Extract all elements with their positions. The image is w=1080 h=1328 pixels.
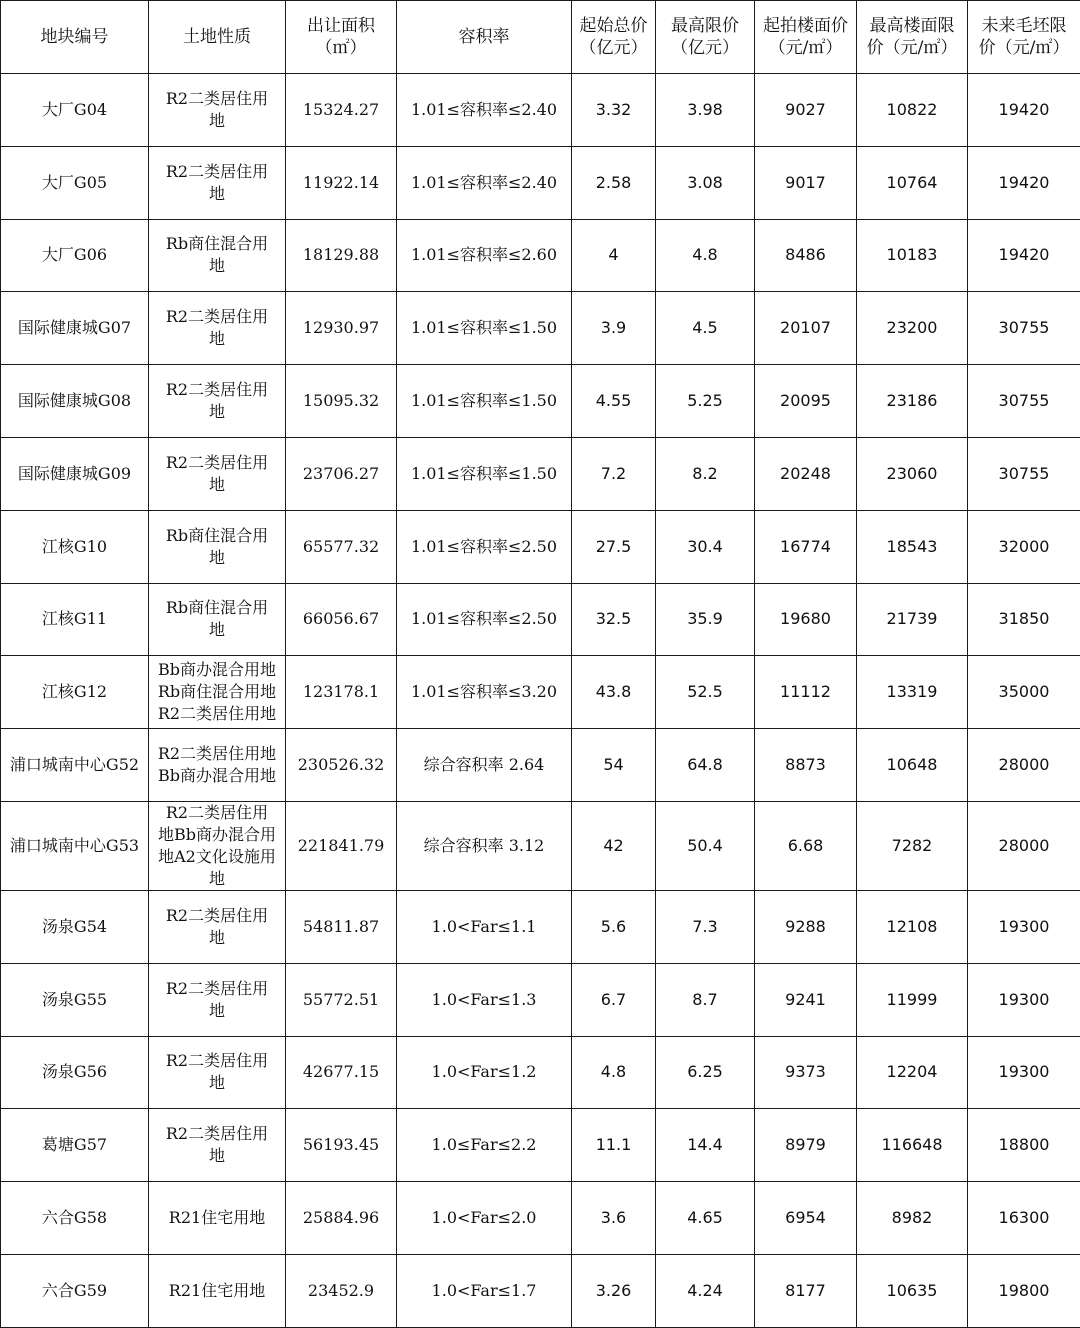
max-price-cell: 8.2 <box>656 437 755 510</box>
header-cell: 土地性质 <box>149 1 286 74</box>
far-cell: 1.01≤容积率≤2.40 <box>397 146 572 219</box>
far-cell: 1.01≤容积率≤1.50 <box>397 292 572 365</box>
far-cell: 1.01≤容积率≤2.60 <box>397 219 572 292</box>
area-cell: 55772.51 <box>286 963 397 1036</box>
max-price-cell: 4.24 <box>656 1254 755 1327</box>
land-use-cell: R2二类居住用 地 <box>149 1109 286 1182</box>
start-price-cell: 2.58 <box>572 146 656 219</box>
max-floor-price-cell: 10822 <box>857 74 968 147</box>
parcel-id-cell: 江核G12 <box>1 656 149 729</box>
max-floor-price-cell: 23200 <box>857 292 968 365</box>
start-floor-price-cell: 8177 <box>755 1254 857 1327</box>
future-price-cell: 16300 <box>968 1182 1080 1255</box>
start-floor-price-cell: 20095 <box>755 365 857 438</box>
start-floor-price-cell: 6954 <box>755 1182 857 1255</box>
area-cell: 42677.15 <box>286 1036 397 1109</box>
parcel-id-cell: 江核G10 <box>1 510 149 583</box>
max-floor-price-cell: 116648 <box>857 1109 968 1182</box>
start-floor-price-cell: 9017 <box>755 146 857 219</box>
far-cell: 1.0<Far≤1.7 <box>397 1254 572 1327</box>
max-price-cell: 6.25 <box>656 1036 755 1109</box>
table-row <box>1 583 1080 656</box>
parcel-id-cell: 浦口城南中心G52 <box>1 729 149 802</box>
start-floor-price-cell: 9373 <box>755 1036 857 1109</box>
start-price-cell: 6.7 <box>572 963 656 1036</box>
max-floor-price-cell: 21739 <box>857 583 968 656</box>
future-price-cell: 28000 <box>968 729 1080 802</box>
start-price-cell: 3.6 <box>572 1182 656 1255</box>
parcel-id-cell: 汤泉G55 <box>1 963 149 1036</box>
future-price-cell: 31850 <box>968 583 1080 656</box>
table-row <box>1 801 1080 890</box>
table-row <box>1 1182 1080 1255</box>
future-price-cell: 19420 <box>968 146 1080 219</box>
area-cell: 12930.97 <box>286 292 397 365</box>
start-price-cell: 7.2 <box>572 437 656 510</box>
header-cell: 起始总价 （亿元） <box>572 1 656 74</box>
start-floor-price-cell: 9241 <box>755 963 857 1036</box>
far-cell: 1.0≤Far≤2.2 <box>397 1109 572 1182</box>
land-use-cell: R21住宅用地 <box>149 1182 286 1255</box>
max-price-cell: 30.4 <box>656 510 755 583</box>
start-price-cell: 42 <box>572 801 656 890</box>
max-floor-price-cell: 10764 <box>857 146 968 219</box>
start-floor-price-cell: 16774 <box>755 510 857 583</box>
max-price-cell: 3.08 <box>656 146 755 219</box>
max-floor-price-cell: 13319 <box>857 656 968 729</box>
max-floor-price-cell: 11999 <box>857 963 968 1036</box>
land-use-cell: R2二类居住用 地 <box>149 146 286 219</box>
area-cell: 221841.79 <box>286 801 397 890</box>
max-floor-price-cell: 23186 <box>857 365 968 438</box>
far-cell: 1.0<Far≤2.0 <box>397 1182 572 1255</box>
max-floor-price-cell: 10183 <box>857 219 968 292</box>
max-floor-price-cell: 23060 <box>857 437 968 510</box>
parcel-id-cell: 大厂G04 <box>1 74 149 147</box>
future-price-cell: 30755 <box>968 437 1080 510</box>
far-cell: 1.01≤容积率≤3.20 <box>397 656 572 729</box>
future-price-cell: 19420 <box>968 219 1080 292</box>
max-floor-price-cell: 8982 <box>857 1182 968 1255</box>
start-price-cell: 4.8 <box>572 1036 656 1109</box>
max-floor-price-cell: 12108 <box>857 890 968 963</box>
table-row <box>1 219 1080 292</box>
land-use-cell: Rb商住混合用 地 <box>149 219 286 292</box>
table-row <box>1 656 1080 729</box>
header-cell: 地块编号 <box>1 1 149 74</box>
area-cell: 18129.88 <box>286 219 397 292</box>
max-price-cell: 4.8 <box>656 219 755 292</box>
parcel-id-cell: 六合G59 <box>1 1254 149 1327</box>
start-price-cell: 3.32 <box>572 74 656 147</box>
header-cell: 未来毛坯限 价（元/㎡） <box>968 1 1080 74</box>
table-row <box>1 74 1080 147</box>
land-use-cell: R2二类居住用 地 <box>149 437 286 510</box>
header-cell: 容积率 <box>397 1 572 74</box>
start-floor-price-cell: 11112 <box>755 656 857 729</box>
far-cell: 1.0<Far≤1.1 <box>397 890 572 963</box>
parcel-id-cell: 六合G58 <box>1 1182 149 1255</box>
table-row <box>1 292 1080 365</box>
start-floor-price-cell: 9288 <box>755 890 857 963</box>
table-row <box>1 963 1080 1036</box>
max-floor-price-cell: 10648 <box>857 729 968 802</box>
land-use-cell: Rb商住混合用 地 <box>149 583 286 656</box>
table-body <box>1 74 1080 1328</box>
far-cell: 1.01≤容积率≤1.50 <box>397 365 572 438</box>
future-price-cell: 30755 <box>968 292 1080 365</box>
table-row <box>1 729 1080 802</box>
header-cell: 起拍楼面价 （元/㎡） <box>755 1 857 74</box>
land-use-cell: R2二类居住用 地 <box>149 74 286 147</box>
start-floor-price-cell: 6.68 <box>755 801 857 890</box>
max-price-cell: 3.98 <box>656 74 755 147</box>
header-cell: 出让面积 （㎡） <box>286 1 397 74</box>
parcel-id-cell: 江核G11 <box>1 583 149 656</box>
table-row <box>1 437 1080 510</box>
far-cell: 综合容积率 3.12 <box>397 801 572 890</box>
max-price-cell: 64.8 <box>656 729 755 802</box>
max-floor-price-cell: 12204 <box>857 1036 968 1109</box>
table-row <box>1 1036 1080 1109</box>
area-cell: 66056.67 <box>286 583 397 656</box>
start-floor-price-cell: 8486 <box>755 219 857 292</box>
max-price-cell: 50.4 <box>656 801 755 890</box>
start-floor-price-cell: 9027 <box>755 74 857 147</box>
start-price-cell: 4 <box>572 219 656 292</box>
future-price-cell: 19300 <box>968 890 1080 963</box>
area-cell: 11922.14 <box>286 146 397 219</box>
header-cell: 最高楼面限 价（元/㎡） <box>857 1 968 74</box>
land-use-cell: R2二类居住用 地 <box>149 365 286 438</box>
start-floor-price-cell: 19680 <box>755 583 857 656</box>
area-cell: 230526.32 <box>286 729 397 802</box>
table-row <box>1 890 1080 963</box>
table-row <box>1 510 1080 583</box>
parcel-id-cell: 国际健康城G07 <box>1 292 149 365</box>
area-cell: 123178.1 <box>286 656 397 729</box>
start-floor-price-cell: 8873 <box>755 729 857 802</box>
area-cell: 56193.45 <box>286 1109 397 1182</box>
start-price-cell: 32.5 <box>572 583 656 656</box>
far-cell: 1.01≤容积率≤1.50 <box>397 437 572 510</box>
far-cell: 1.01≤容积率≤2.50 <box>397 583 572 656</box>
start-price-cell: 27.5 <box>572 510 656 583</box>
parcel-id-cell: 国际健康城G09 <box>1 437 149 510</box>
start-price-cell: 3.26 <box>572 1254 656 1327</box>
future-price-cell: 32000 <box>968 510 1080 583</box>
header-cell: 最高限价 （亿元） <box>656 1 755 74</box>
max-price-cell: 14.4 <box>656 1109 755 1182</box>
future-price-cell: 19300 <box>968 963 1080 1036</box>
area-cell: 54811.87 <box>286 890 397 963</box>
far-cell: 综合容积率 2.64 <box>397 729 572 802</box>
parcel-id-cell: 葛塘G57 <box>1 1109 149 1182</box>
table-row <box>1 365 1080 438</box>
table-row <box>1 1109 1080 1182</box>
max-price-cell: 52.5 <box>656 656 755 729</box>
parcel-id-cell: 国际健康城G08 <box>1 365 149 438</box>
land-use-cell: R21住宅用地 <box>149 1254 286 1327</box>
start-floor-price-cell: 20107 <box>755 292 857 365</box>
area-cell: 65577.32 <box>286 510 397 583</box>
max-price-cell: 7.3 <box>656 890 755 963</box>
parcel-id-cell: 浦口城南中心G53 <box>1 801 149 890</box>
land-use-cell: R2二类居住用地 Bb商办混合用地 <box>149 729 286 802</box>
area-cell: 15324.27 <box>286 74 397 147</box>
land-use-cell: Bb商办混合用地 Rb商住混合用地 R2二类居住用地 <box>149 656 286 729</box>
start-floor-price-cell: 8979 <box>755 1109 857 1182</box>
table-header-row <box>1 1 1080 74</box>
max-floor-price-cell: 10635 <box>857 1254 968 1327</box>
start-floor-price-cell: 20248 <box>755 437 857 510</box>
start-price-cell: 11.1 <box>572 1109 656 1182</box>
max-floor-price-cell: 7282 <box>857 801 968 890</box>
max-price-cell: 35.9 <box>656 583 755 656</box>
table-row <box>1 146 1080 219</box>
area-cell: 15095.32 <box>286 365 397 438</box>
far-cell: 1.01≤容积率≤2.40 <box>397 74 572 147</box>
start-price-cell: 43.8 <box>572 656 656 729</box>
future-price-cell: 28000 <box>968 801 1080 890</box>
far-cell: 1.01≤容积率≤2.50 <box>397 510 572 583</box>
parcel-id-cell: 大厂G06 <box>1 219 149 292</box>
area-cell: 23706.27 <box>286 437 397 510</box>
future-price-cell: 19800 <box>968 1254 1080 1327</box>
start-price-cell: 5.6 <box>572 890 656 963</box>
land-use-cell: R2二类居住用 地 <box>149 963 286 1036</box>
start-price-cell: 3.9 <box>572 292 656 365</box>
land-use-cell: R2二类居住用 地 <box>149 1036 286 1109</box>
land-use-cell: R2二类居住用 地 <box>149 890 286 963</box>
land-use-cell: Rb商住混合用 地 <box>149 510 286 583</box>
max-floor-price-cell: 18543 <box>857 510 968 583</box>
max-price-cell: 5.25 <box>656 365 755 438</box>
start-price-cell: 4.55 <box>572 365 656 438</box>
parcel-id-cell: 汤泉G56 <box>1 1036 149 1109</box>
far-cell: 1.0<Far≤1.2 <box>397 1036 572 1109</box>
start-price-cell: 54 <box>572 729 656 802</box>
land-use-cell: R2二类居住用 地Bb商办混合用 地A2文化设施用 地 <box>149 801 286 890</box>
future-price-cell: 18800 <box>968 1109 1080 1182</box>
parcel-id-cell: 汤泉G54 <box>1 890 149 963</box>
future-price-cell: 19420 <box>968 74 1080 147</box>
future-price-cell: 30755 <box>968 365 1080 438</box>
future-price-cell: 19300 <box>968 1036 1080 1109</box>
max-price-cell: 4.5 <box>656 292 755 365</box>
max-price-cell: 4.65 <box>656 1182 755 1255</box>
land-use-cell: R2二类居住用 地 <box>149 292 286 365</box>
area-cell: 23452.9 <box>286 1254 397 1327</box>
area-cell: 25884.96 <box>286 1182 397 1255</box>
max-price-cell: 8.7 <box>656 963 755 1036</box>
parcel-id-cell: 大厂G05 <box>1 146 149 219</box>
future-price-cell: 35000 <box>968 656 1080 729</box>
table-row <box>1 1254 1080 1327</box>
far-cell: 1.0<Far≤1.3 <box>397 963 572 1036</box>
